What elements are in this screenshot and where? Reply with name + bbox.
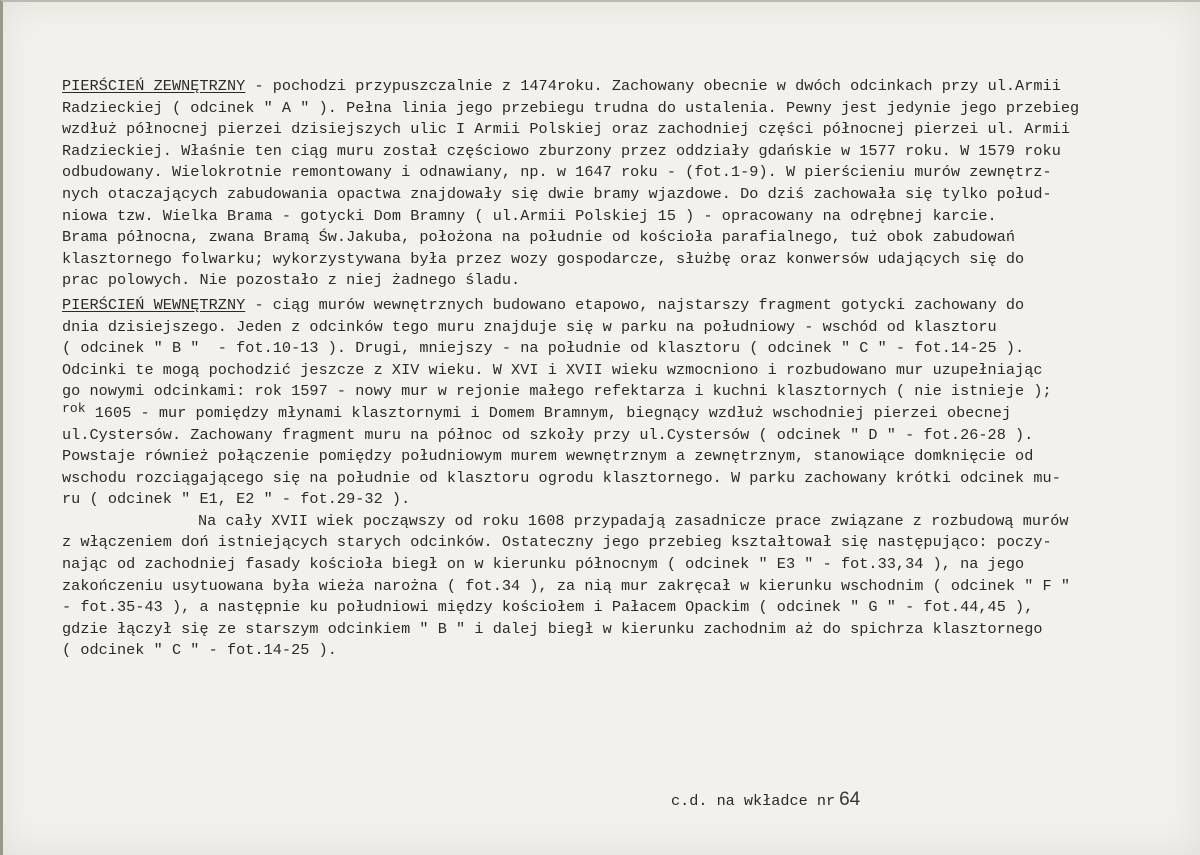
text-line: ru ( odcinek " E1, E2 " - fot.29-32 ). bbox=[62, 490, 411, 509]
text-line: - pochodzi przypuszczalnie z 1474roku. Zachowany obecnie w dwóch odcinkach przy ul.Armii bbox=[245, 77, 1061, 95]
text-line: dnia dzisiejszego. Jeden z odcinków tego muru znajduje się w parku na południowy - wschód od klasztoru bbox=[62, 317, 997, 336]
text-line: odbudowany. Wielokrotnie remontowany i odnawiany, np. w 1647 roku - (fot.1-9). W pierścieniu murów zewnętrz- bbox=[62, 163, 1052, 182]
text-line: Radzieckiej ( odcinek " A " ). Pełna linia jego przebiegu trudna do ustalenia. Pewny jest jedynie jego przebieg bbox=[62, 98, 1080, 117]
text-line: zakończeniu usytuowana była wieża narożna ( fot.34 ), za nią mur zakręcał w kierunku wschodnim ( odcinek " F " bbox=[62, 576, 1071, 595]
insert-number: 64 bbox=[839, 789, 861, 810]
text-line: wschodu rozciągającego się na południe od klasztoru ogrodu klasztornego. W parku zachowany krótki odcinek mu- bbox=[62, 468, 1061, 487]
text-line: gdzie łączył się ze starszym odcinkiem " B " i dalej biegł w kierunku zachodnim aż do spichrza klasztornego bbox=[62, 619, 1043, 638]
text-line: ul.Cystersów. Zachowany fragment muru na północ od szkoły przy ul.Cystersów ( odcinek " D " - fot.26-28 ). bbox=[62, 425, 1034, 444]
text-line: go nowymi odcinkami: rok 1597 - nowy mur w rejonie małego refektarza i kuchni klasztornych ( nie istnieje ); bbox=[62, 382, 1052, 401]
text-line: nych otaczających zabudowania opactwa znajdowały się dwie bramy wjazdowe. Do dziś zachowała się tylko połud- bbox=[62, 184, 1052, 203]
text-line: nając od zachodniej fasady kościoła biegł on w kierunku północnym ( odcinek " E3 " - fot.33,34 ), na jego bbox=[62, 555, 1025, 574]
text-line: - fot.35-43 ), a następnie ku południowi między kościołem i Pałacem Opackim ( odcinek " G " - fot.44,45 ), bbox=[62, 598, 1034, 617]
heading-inner-ring: PIERŚCIEŃ WEWNĘTRZNY bbox=[62, 295, 246, 314]
text-line: klasztornego folwarku; wykorzystywana była przez wozy gospodarcze, służbę oraz konwersów udających się do bbox=[62, 249, 1025, 268]
text-line: Radzieckiej. Właśnie ten ciąg muru został częściowo zburzony przez oddziały gdańskie w 1577 roku. W 1579 roku bbox=[62, 141, 1061, 160]
text-line: prac polowych. Nie pozostało z niej żadnego śladu. bbox=[62, 271, 521, 290]
text-line: Powstaje również połączenie pomiędzy południowym murem wewnętrznym a zewnętrznym, stanowiące domknięcie od bbox=[62, 447, 1034, 466]
heading-outer-ring: PIERŚCIEŃ ZEWNĘTRZNY bbox=[62, 77, 246, 95]
text-line: Brama północna, zwana Bramą Św.Jakuba, położona na południe od kościoła parafialnego, tuż obok zabudowań bbox=[62, 228, 1016, 247]
paragraph-inner-ring bbox=[62, 295, 1162, 511]
continuation-note bbox=[671, 789, 860, 811]
paragraph-outer-ring bbox=[62, 76, 1162, 292]
document-body bbox=[62, 76, 1162, 662]
text-line: wzdłuż północnej pierzei dzisiejszych ulic I Armii Polskiej oraz zachodniej części północnej pierzei ul. Armii bbox=[62, 120, 1071, 139]
continuation-text: c.d. na wkładce nr bbox=[671, 792, 836, 810]
text-line: niowa tzw. Wielka Brama - gotycki Dom Bramny ( ul.Armii Polskiej 15 ) - opracowany na odrębnej karcie. bbox=[62, 206, 997, 225]
text-line: ( odcinek " B " - fot.10-13 ). Drugi, mniejszy - na południe od klasztoru ( odcinek " C " - fot.14-25 ). bbox=[62, 339, 1025, 358]
text-line: Odcinki te mogą pochodzić jeszcze z XIV wieku. W XVI i XVII wieku wzmocniono i rozbudowano mur uzupełniając bbox=[62, 360, 1043, 379]
text-line: z włączeniem doń istniejących starych odcinków. Ostateczny jego przebieg kształtował się następująco: poczy- bbox=[62, 533, 1052, 552]
rok-label: rok bbox=[62, 400, 86, 416]
text-line: 1605 - mur pomiędzy młynami klasztornymi i Domem Bramnym, biegnący wzdłuż wschodniej pierzei obecnej bbox=[85, 403, 1012, 422]
text-line: Na cały XVII wiek począwszy od roku 1608 przypadają zasadnicze prace związane z rozbudową murów bbox=[198, 511, 1069, 530]
paragraph-17th-century bbox=[62, 511, 1162, 662]
text-line: - ciąg murów wewnętrznych budowano etapowo, najstarszy fragment gotycki zachowany do bbox=[245, 295, 1025, 314]
text-line: ( odcinek " C " - fot.14-25 ). bbox=[62, 641, 337, 660]
